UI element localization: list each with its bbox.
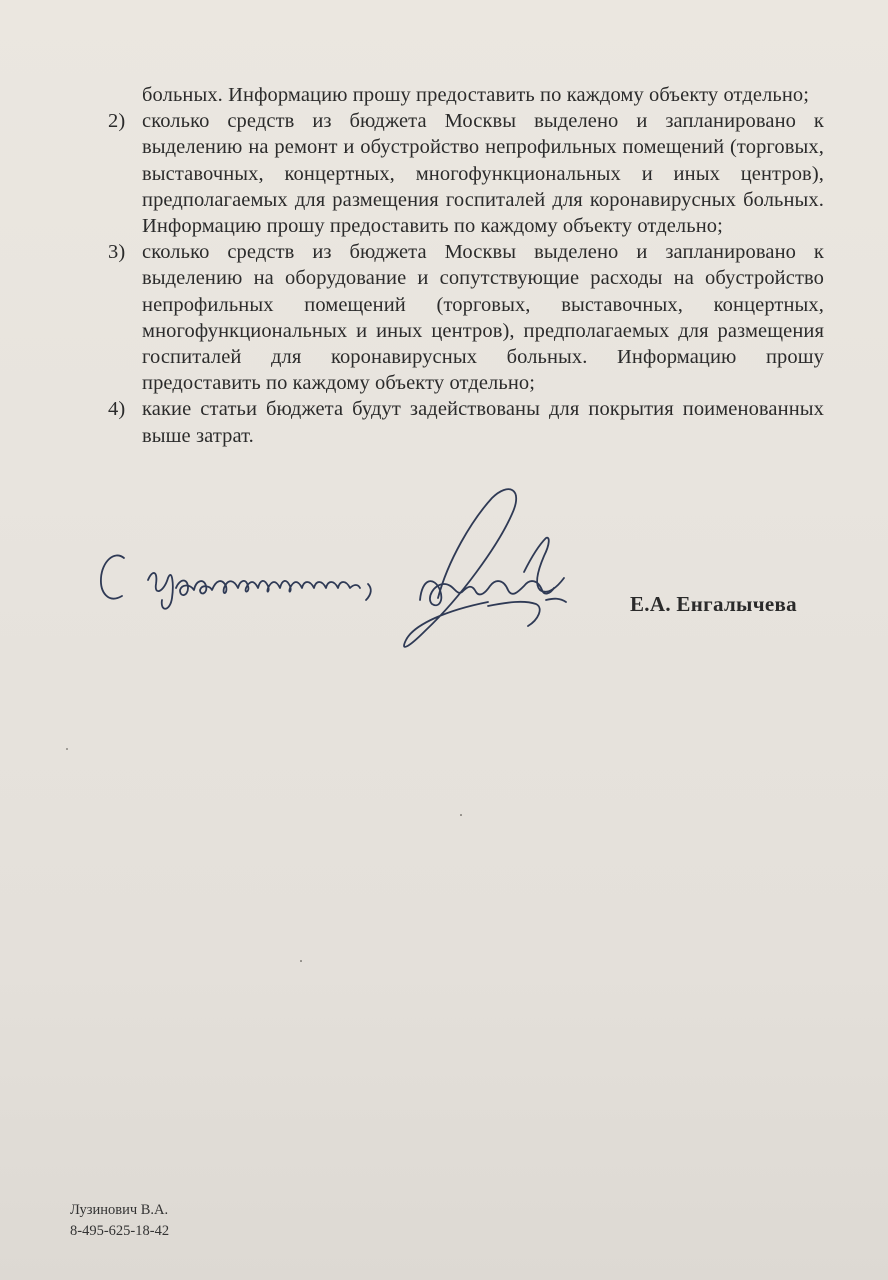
paper-speck	[66, 748, 68, 750]
list-item-text: сколько средств из бюджета Москвы выделено и запланировано к выделению на оборудование и сопутствующие расходы на обустройство непрофильных помещений (торговых, выставочных, концертных, многофункциональных и иных центров), предполагаемых для размещения госпиталей для коронавирусных больных. Информацию прошу предоставить по каждому объекту отдельно;	[142, 241, 824, 395]
handwriting-greeting-letter-c	[101, 555, 124, 598]
handwriting-greeting-word	[148, 573, 360, 609]
list-item-2	[108, 108, 824, 239]
signer-name: Е.А. Енгалычева	[630, 592, 797, 616]
item-1-continuation: больных. Информацию прошу предоставить по каждому объекту отдельно;	[142, 84, 810, 106]
list-item-text: какие статьи бюджета будут задействованы для покрытия поименованных выше затрат.	[142, 398, 824, 447]
handwriting-comma	[366, 584, 371, 600]
signature-tick	[546, 599, 566, 602]
list-item-3	[108, 239, 824, 396]
signature-block	[88, 480, 648, 665]
footer-executor-info	[70, 1200, 169, 1242]
signature-stroke-loop	[404, 489, 516, 647]
executor-name: Лузинович В.А.	[70, 1202, 169, 1218]
executor-phone: 8-495-625-18-42	[70, 1223, 170, 1239]
paper-speck	[460, 814, 462, 816]
handwritten-signature	[88, 480, 648, 665]
paper-speck	[300, 960, 302, 962]
list-item-text: сколько средств из бюджета Москвы выделено и запланировано к выделению на ремонт и обустройство непрофильных помещений (торговых, выставочных, концертных, многофункциональных и иных центров), предполагаемых для размещения госпиталей для коронавирусных больных. Информацию прошу предоставить по каждому объекту отдельно;	[142, 110, 824, 238]
list-item-number: 2)	[108, 110, 126, 133]
signature-stroke-right	[524, 538, 564, 592]
signature-underline	[488, 602, 540, 626]
list-item-4	[108, 396, 824, 448]
list-item-number: 3)	[108, 241, 126, 264]
list-item-number: 4)	[108, 398, 126, 421]
letter-body	[108, 82, 824, 449]
